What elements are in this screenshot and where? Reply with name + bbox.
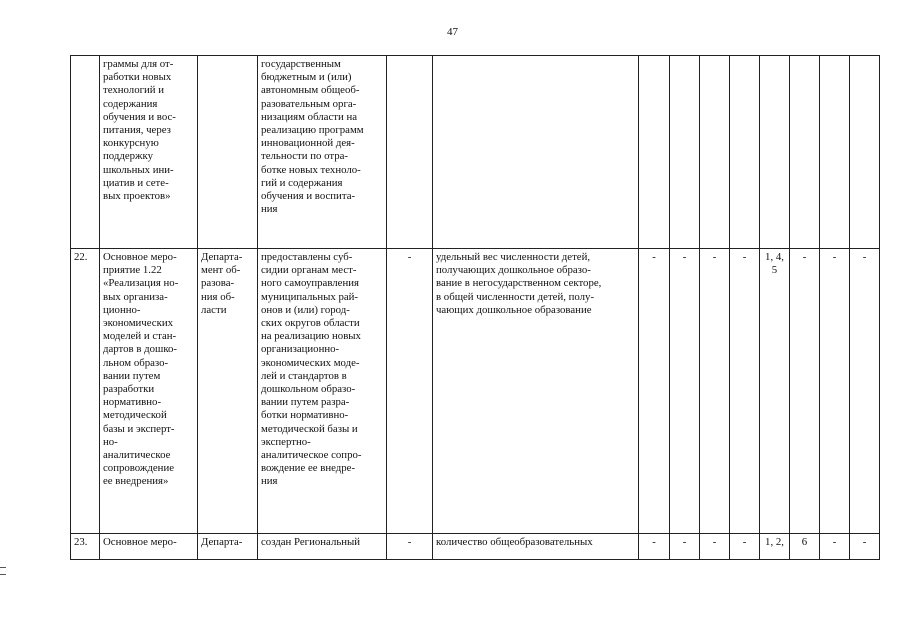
mark-cell [670, 56, 700, 249]
measure-name-cell [100, 534, 198, 560]
dash-cell [387, 56, 433, 249]
mark-cell: - [730, 249, 760, 534]
mark-cell [730, 56, 760, 249]
mark-cell: - [670, 534, 700, 560]
mark-cell [820, 56, 850, 249]
indicator-cell [433, 56, 639, 249]
mark-cell: - [670, 249, 700, 534]
mark-cell [790, 56, 820, 249]
expected-result: предоставлены суб- сидии органам мест- ного самоуправления муниципальных рай- онов и (или) город- ских округов области на реализацию новых организационно- экономических моде- лей и стандартов в дошкольном образо- вании путем разра- ботки нормативно- методической базы и экспертно- аналитическое сопро- вождение ее внедре- ния [261, 251, 362, 488]
row-number: 23. [71, 534, 100, 560]
expected-result: создан Региональный [261, 536, 361, 548]
measure-name-cell [100, 56, 198, 249]
executor-cell [198, 534, 258, 560]
mark-cell [700, 56, 730, 249]
mark-cell [850, 56, 880, 249]
table-row [71, 56, 880, 249]
indicator-cell [433, 534, 639, 560]
mark-cell: - [820, 534, 850, 560]
table-row [71, 534, 880, 560]
mark-cell: - [850, 249, 880, 534]
mark-cell [639, 56, 670, 249]
mark-cell: 1, 2, [760, 534, 790, 560]
executor-cell [198, 56, 258, 249]
program-table [70, 55, 880, 560]
mark-cell: - [820, 249, 850, 534]
executor: Департа- [201, 536, 243, 548]
mark-cell [760, 56, 790, 249]
table-row [71, 249, 880, 534]
mark-cell: - [700, 249, 730, 534]
measure-name-cell [100, 249, 198, 534]
indicator: количество общеобразовательных [436, 536, 593, 548]
mark-cell: - [639, 249, 670, 534]
measure-name: Основное меро- приятие 1.22 «Реализация но- вых организа- ционно- экономических моделей и стан- дартов в дошко- льном образо- вании путем разработки нормативно- методической базы и эксперт- но- аналитическое сопровождение ее внедрения» [103, 251, 179, 488]
expected-result: государственным бюджетным и (или) автономным общеоб- разовательным орга- низациям области на реализацию программ инновационной дея- тельности по отра- ботке новых техноло- гий и содержания обучения и воспита- ния [261, 58, 364, 216]
executor: Департа- мент об- разова- ния об- ласти [201, 251, 243, 316]
result-cell [258, 249, 387, 534]
mark-cell: - [700, 534, 730, 560]
result-cell [258, 534, 387, 560]
mark-cell: 1, 4, 5 [760, 249, 790, 534]
measure-name: Основное меро- [103, 536, 177, 548]
dash-cell: - [387, 534, 433, 560]
margin-mark [0, 567, 6, 575]
executor-cell [198, 249, 258, 534]
mark-cell: 6 [790, 534, 820, 560]
mark-cell: - [790, 249, 820, 534]
row-number: 22. [71, 249, 100, 534]
dash-cell: - [387, 249, 433, 534]
measure-name: граммы для от- работки новых технологий и содержания обучения и вос- питания, через конкурсную поддержку школьных ини- циатив и сете- вых проектов» [103, 58, 176, 203]
page-number: 47 [447, 26, 458, 38]
mark-cell: - [639, 534, 670, 560]
row-number [71, 56, 100, 249]
mark-cell: - [850, 534, 880, 560]
indicator-cell [433, 249, 639, 534]
indicator: удельный вес численности детей, получающих дошкольное образо- вание в негосударственном секторе, в общей численности детей, полу- чающих дошкольное образование [436, 251, 602, 316]
result-cell [258, 56, 387, 249]
mark-cell: - [730, 534, 760, 560]
